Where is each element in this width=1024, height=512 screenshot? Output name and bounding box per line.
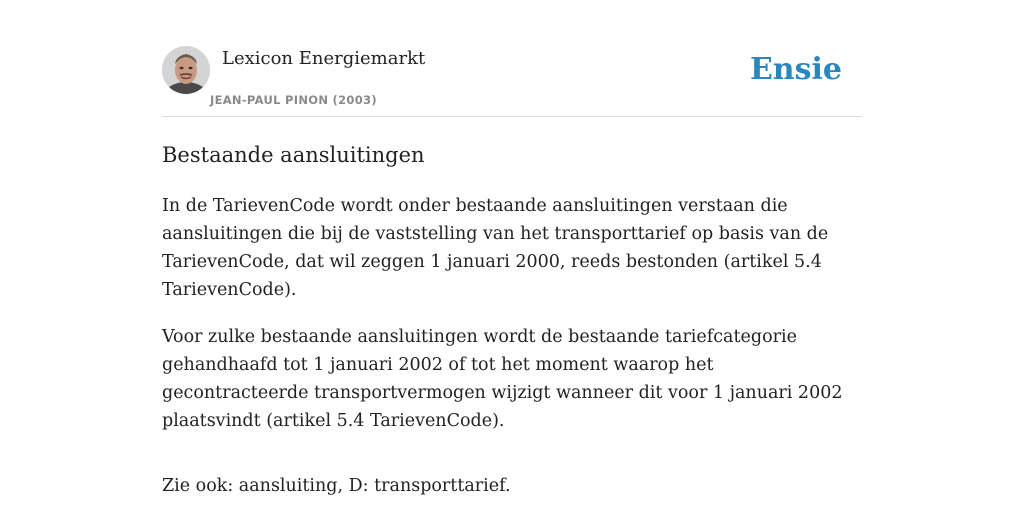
see-also-text: Zie ook: aansluiting, D: transporttarief. xyxy=(162,476,511,496)
entry-title: Bestaande aansluitingen xyxy=(162,143,425,167)
entry-header xyxy=(162,46,862,117)
author-avatar xyxy=(162,46,210,94)
entry-body xyxy=(162,192,862,512)
author-portrait-icon xyxy=(162,46,210,94)
entry-paragraph: In de TarievenCode wordt onder bestaande aansluitingen verstaan die aansluitingen die bij de vaststelling van het transporttarief op basis van de TarievenCode, dat wil zeggen 1 januari 2000, reeds bestonden (artikel 5.4 TarievenCode). xyxy=(162,196,829,300)
ensie-logo[interactable]: Ensie xyxy=(749,52,842,87)
author-name[interactable]: JEAN-PAUL PINON (2003) xyxy=(210,93,377,107)
entry-paragraph: Voor zulke bestaande aansluitingen wordt de bestaande tariefcategorie gehandhaafd tot 1 januari 2002 of tot het moment waarop het gecontracteerde transportvermogen wijzigt wanneer dit voor 1 januari 2002 plaatsvindt (artikel 5.4 TarievenCode). xyxy=(162,327,843,431)
book-title-link[interactable]: Lexicon Energiemarkt xyxy=(222,48,426,69)
